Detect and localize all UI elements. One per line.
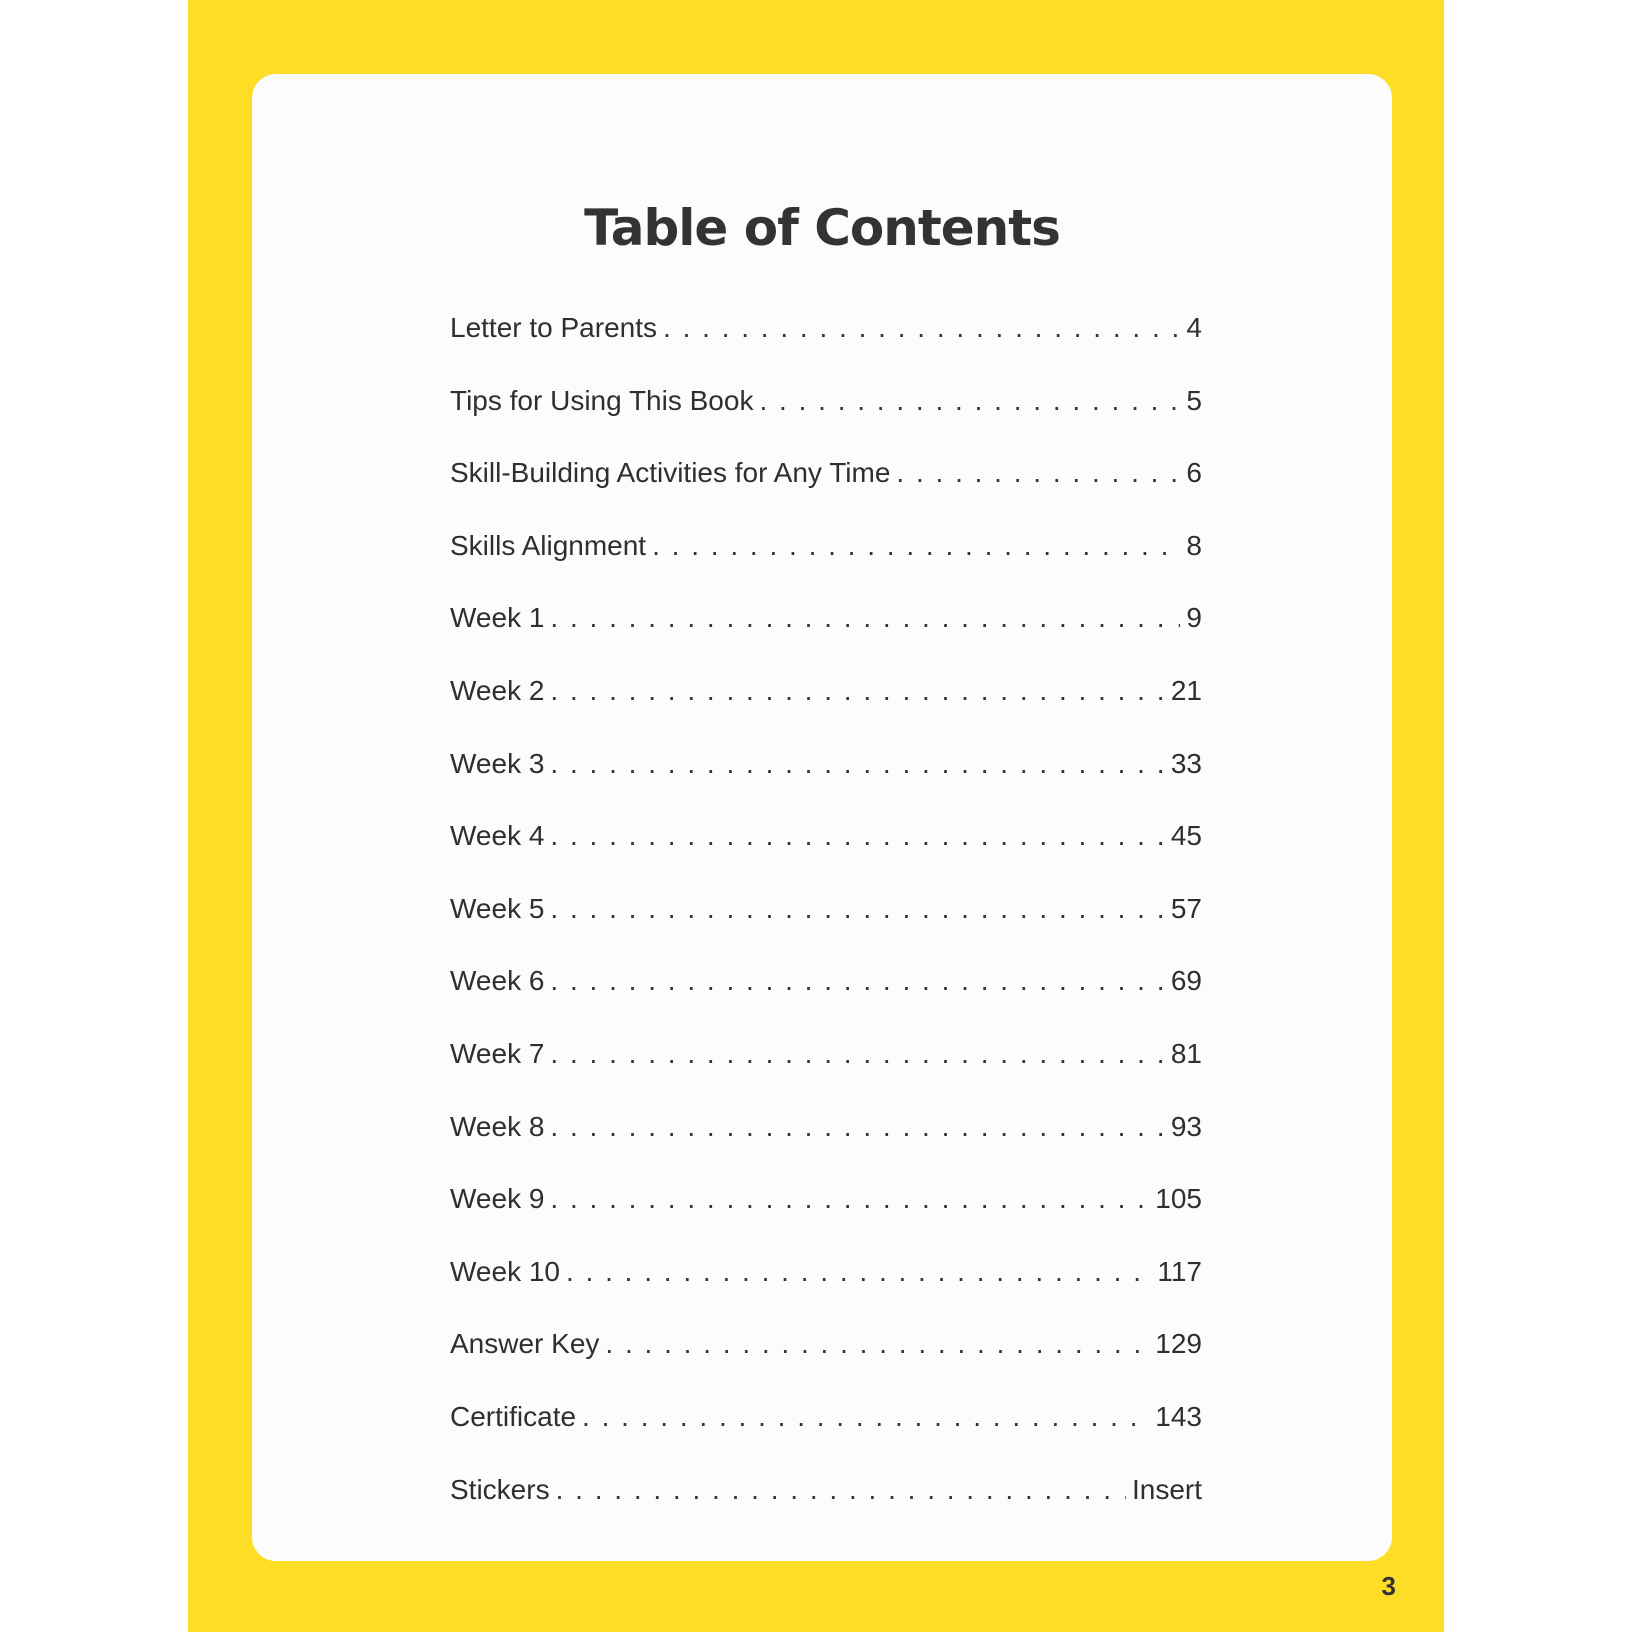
toc-entry[interactable] [450,1236,1202,1309]
toc-entry-page: 129 [1155,1328,1202,1360]
toc-entry[interactable] [450,945,1202,1018]
toc-entry[interactable] [450,437,1202,510]
toc-entry-label: Stickers [450,1473,550,1505]
content-card [252,74,1392,1561]
toc-entry-page: 4 [1186,312,1202,343]
dot-leader [550,1091,1164,1164]
toc-entry-page: 9 [1186,602,1202,634]
dot-leader [550,655,1164,728]
toc-entry-page: 143 [1155,1400,1202,1432]
toc-entry[interactable] [450,365,1202,438]
dot-leader [566,1236,1151,1309]
toc-entry-page: 57 [1170,892,1202,924]
dot-leader [550,1163,1149,1236]
toc-entry-page: Insert [1131,1473,1202,1505]
dot-leader [759,365,1180,438]
toc-entry-label: Certificate [450,1400,577,1432]
dot-leader [663,292,1180,365]
toc-entry-label: Skills Alignment [450,529,647,561]
toc-entry-label: Skill-Building Activities for Any Time [450,457,891,489]
toc-entry-label: Letter to Parents [450,312,658,343]
toc-entry[interactable] [450,1381,1202,1454]
toc-entry-label: Tips for Using This Book [450,384,754,416]
page-title: Table of Contents [584,199,1060,257]
toc-entry[interactable] [450,1454,1202,1527]
toc-entry[interactable] [450,292,1202,365]
toc-entry-label: Week 6 [450,965,545,997]
toc-entry-page: 69 [1170,965,1202,997]
page-number: 3 [1381,1571,1396,1601]
toc-entry-page: 8 [1186,529,1202,561]
toc-entry[interactable] [450,582,1202,655]
toc-entry-label: Week 9 [450,1183,545,1215]
toc-entry-label: Week 8 [450,1110,545,1142]
table-of-contents [450,292,1202,1526]
dot-leader [582,1381,1149,1454]
toc-entry-page: 6 [1186,457,1202,489]
toc-entry[interactable] [450,1308,1202,1381]
toc-entry-page: 45 [1170,820,1202,852]
toc-entry-page: 93 [1170,1110,1202,1142]
dot-leader [550,800,1164,873]
toc-entry[interactable] [450,800,1202,873]
toc-entry-label: Week 1 [450,602,545,634]
toc-entry-page: 105 [1155,1183,1202,1215]
page-background [188,0,1444,1632]
toc-entry[interactable] [450,873,1202,946]
toc-entry-page: 5 [1186,384,1202,416]
toc-entry[interactable] [450,1091,1202,1164]
toc-entry-page: 117 [1157,1255,1202,1287]
dot-leader [605,1308,1149,1381]
toc-entry-page: 33 [1170,747,1202,779]
dot-leader [550,1018,1164,1091]
dot-leader [550,728,1164,801]
toc-entry-label: Week 4 [450,820,545,852]
dot-leader [550,873,1164,946]
toc-entry-label: Week 5 [450,892,545,924]
toc-entry[interactable] [450,655,1202,728]
dot-leader [550,945,1164,1018]
toc-entry-label: Answer Key [450,1328,600,1360]
dot-leader [652,510,1180,583]
dot-leader [556,1454,1126,1527]
toc-entry[interactable] [450,510,1202,583]
dot-leader [550,582,1180,655]
toc-entry-label: Week 3 [450,747,545,779]
toc-entry-label: Week 10 [450,1255,560,1287]
toc-entry-label: Week 7 [450,1037,545,1069]
toc-entry-label: Week 2 [450,674,545,706]
toc-entry[interactable] [450,728,1202,801]
toc-entry-page: 81 [1170,1037,1202,1069]
toc-entry-page: 21 [1170,674,1202,706]
toc-entry[interactable] [450,1163,1202,1236]
toc-entry[interactable] [450,1018,1202,1091]
dot-leader [896,437,1180,510]
